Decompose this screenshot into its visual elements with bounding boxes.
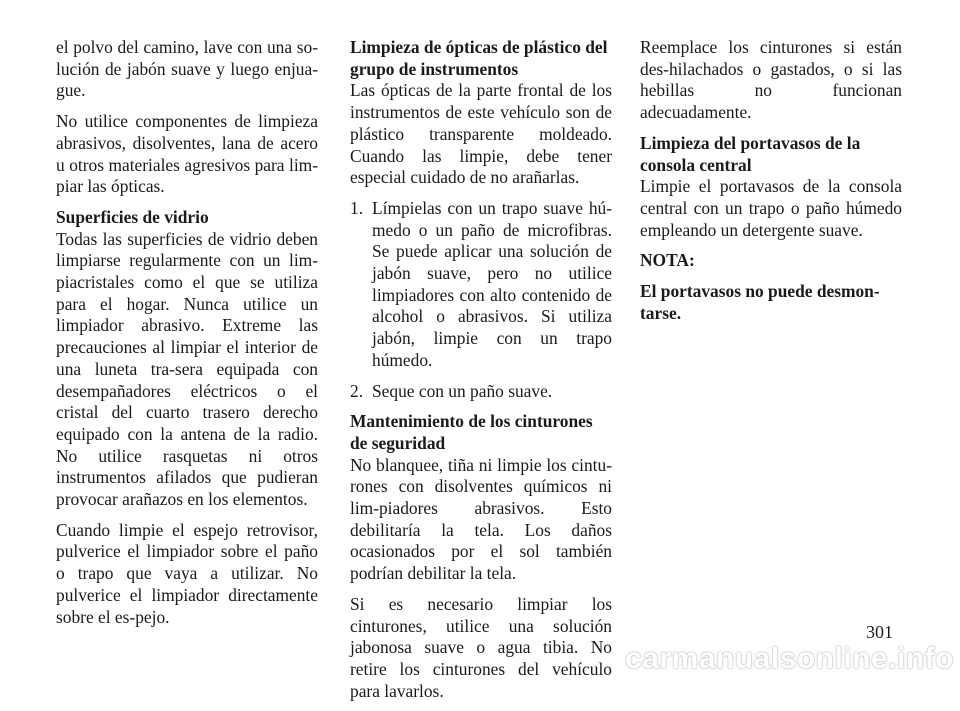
- step-number: 2.: [350, 380, 364, 401]
- step-text: Límpielas con un trapo suave hú-medo o un paño de microfibras. Se puede aplicar una solución de jabón suave, pero no utilice limpiadores con alto contenido de alcohol o abrasivos. Si utiliza jabón, limpie con un trapo húmedo.: [372, 197, 612, 370]
- section-heading-glass: Superficies de vidrio: [56, 206, 209, 227]
- note-text: El portavasos no puede desmon-tarse.: [640, 281, 880, 323]
- section-heading-belts: Mantenimiento de los cinturones de seguridad: [350, 411, 593, 453]
- text-column-left: [56, 37, 318, 637]
- paragraph: No blanquee, tiña ni limpie los cintu-rones con disolventes químicos ni lim-piadores abrasivos. Esto debilitaría la tela. Los daños ocasionados por el sol también podrían debilitar la tela.: [350, 454, 612, 584]
- paragraph: Limpie el portavasos de la consola central con un trapo o paño húmedo empleando un detergente suave.: [640, 176, 902, 240]
- section-heading-cupholder: Limpieza del portavasos de la consola central: [640, 132, 861, 175]
- list-item: [350, 381, 612, 403]
- step-text: Seque con un paño suave.: [372, 380, 553, 401]
- watermark: carmanualsonline.info: [625, 642, 954, 675]
- paragraph: el polvo del camino, lave con una so-lución de jabón suave y luego enjua-gue.: [56, 37, 318, 101]
- paragraph: No utilice componentes de limpieza abrasivos, disolventes, lana de acero u otros materiales agresivos para lim-piar las ópticas.: [56, 111, 318, 197]
- text-column-right: [640, 37, 902, 333]
- section-heading-optics: Limpieza de ópticas de plástico del grupo de instrumentos: [350, 37, 608, 79]
- list-item: [350, 198, 612, 372]
- paragraph: Reemplace los cinturones si están des-hilachados o gastados, o si las hebillas no funcionan adecuadamente.: [640, 37, 902, 123]
- paragraph: Todas las superficies de vidrio deben limpiarse regularmente con un lim-piacristales como el que se utiliza para el hogar. Nunca utilice un limpiador abrasivo. Extreme las precauciones al limpiar el interior de una luneta tra-sera equipada con desempañadores eléctricos o el cristal del cuarto trasero derecho equipado con la antena de la radio. No utilice rasquetas ni otros instrumentos afilados que pudieran provocar arañazos en los elementos.: [56, 228, 318, 510]
- note-label: NOTA:: [640, 250, 695, 271]
- paragraph: Si es necesario limpiar los cinturones, utilice una solución jabonosa suave o agua tibia. No retire los cinturones del vehículo para lavarlos.: [350, 593, 612, 701]
- text-column-middle: [350, 37, 612, 711]
- page-number: 301: [866, 622, 893, 642]
- paragraph: Las ópticas de la parte frontal de los instrumentos de este vehículo son de plástico transparente moldeado. Cuando las limpie, debe tener especial cuidado de no arañarlas.: [350, 80, 612, 188]
- paragraph: Cuando limpie el espejo retrovisor, pulverice el limpiador sobre el paño o trapo que vaya a utilizar. No pulverice el limpiador directamente sobre el es-pejo.: [56, 519, 318, 627]
- step-number: 1.: [350, 197, 364, 218]
